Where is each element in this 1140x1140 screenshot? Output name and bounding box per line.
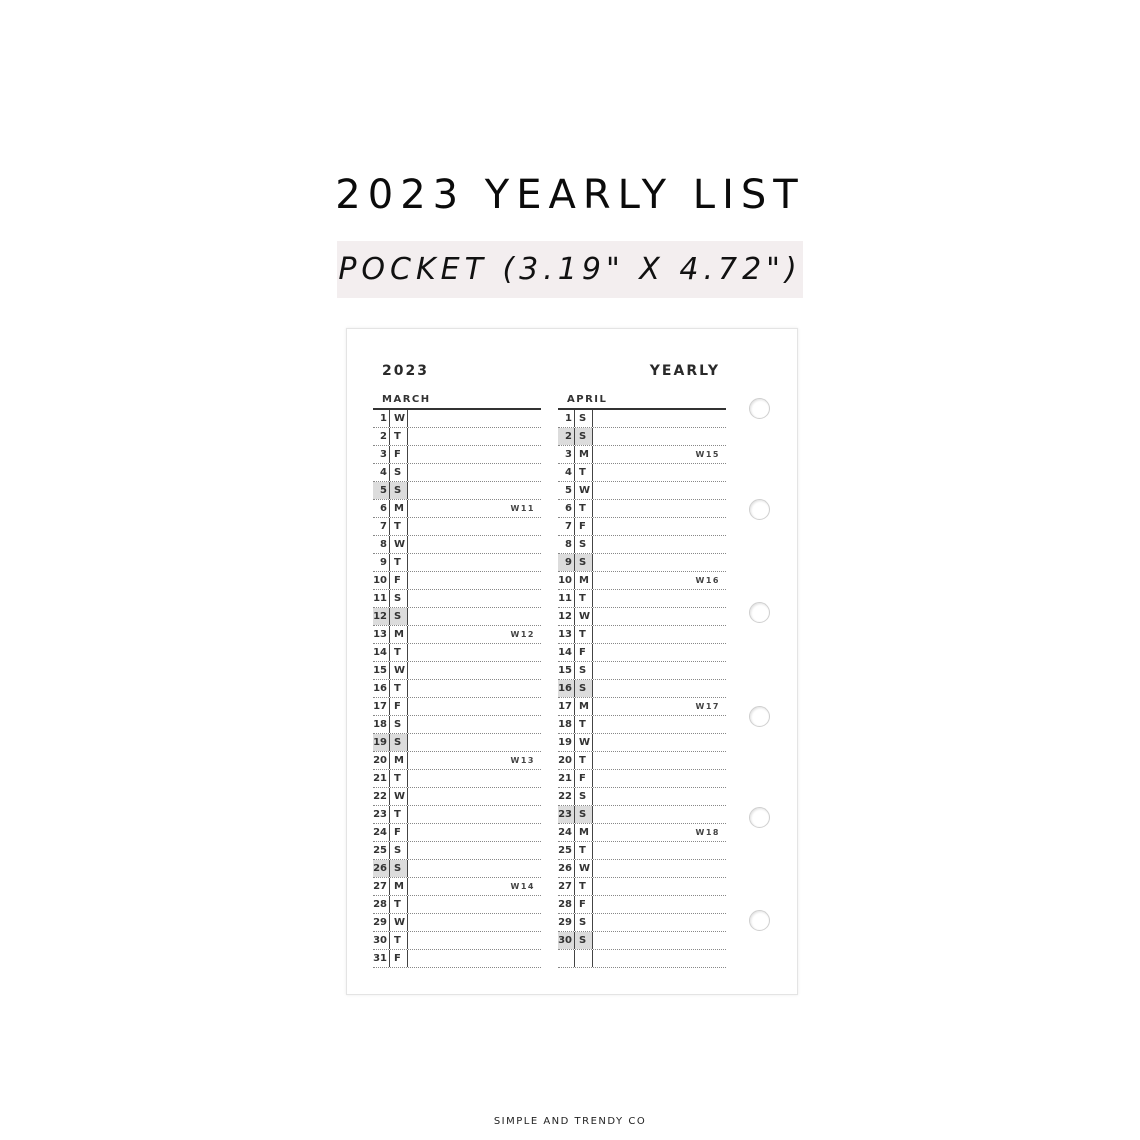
day-row	[373, 806, 541, 824]
day-number: 26	[558, 860, 575, 877]
day-row	[558, 914, 726, 932]
day-row	[558, 536, 726, 554]
day-number: 19	[558, 734, 575, 751]
day-number: 11	[373, 590, 390, 607]
day-row	[373, 878, 541, 896]
day-number: 17	[373, 698, 390, 715]
weekday-letter: T	[390, 518, 408, 535]
weekday-letter: T	[575, 716, 593, 733]
weekday-letter: T	[575, 590, 593, 607]
day-row	[373, 770, 541, 788]
weekday-letter: T	[575, 842, 593, 859]
day-number: 18	[558, 716, 575, 733]
day-number: 8	[558, 536, 575, 553]
day-row	[558, 464, 726, 482]
day-row	[558, 860, 726, 878]
planner-page	[346, 328, 798, 995]
day-number: 18	[373, 716, 390, 733]
day-number: 7	[558, 518, 575, 535]
day-number: 11	[558, 590, 575, 607]
weekday-letter: T	[390, 680, 408, 697]
day-number: 7	[373, 518, 390, 535]
day-number: 1	[373, 410, 390, 427]
weekday-letter: F	[390, 950, 408, 967]
month-name: MARCH	[373, 392, 541, 410]
weekday-letter: T	[575, 752, 593, 769]
week-number: W12	[510, 630, 535, 639]
week-number: W15	[695, 450, 720, 459]
planner-year: 2023	[382, 363, 429, 379]
day-number: 28	[373, 896, 390, 913]
day-row	[558, 428, 726, 446]
day-number: 24	[373, 824, 390, 841]
day-row	[558, 626, 726, 644]
week-number: W14	[510, 882, 535, 891]
weekday-letter: W	[390, 410, 408, 427]
day-number: 26	[373, 860, 390, 877]
weekday-letter: F	[575, 770, 593, 787]
month-column-april	[558, 392, 726, 968]
day-row	[373, 410, 541, 428]
weekday-letter: F	[575, 644, 593, 661]
binder-hole	[749, 706, 770, 727]
day-row	[373, 932, 541, 950]
day-row	[558, 572, 726, 590]
week-number: W17	[695, 702, 720, 711]
day-number: 6	[558, 500, 575, 517]
day-number: 3	[373, 446, 390, 463]
day-number: 31	[373, 950, 390, 967]
day-number: 5	[373, 482, 390, 499]
day-row	[558, 770, 726, 788]
day-number: 3	[558, 446, 575, 463]
weekday-letter: F	[390, 446, 408, 463]
day-row	[558, 518, 726, 536]
day-row	[373, 446, 541, 464]
planner-label: YEARLY	[649, 363, 720, 379]
day-row	[373, 536, 541, 554]
weekday-letter: T	[390, 554, 408, 571]
day-row	[558, 446, 726, 464]
weekday-letter: M	[575, 698, 593, 715]
brand-footer: SIMPLE AND TRENDY CO	[493, 1116, 647, 1127]
day-number: 5	[558, 482, 575, 499]
day-row	[373, 716, 541, 734]
day-row	[373, 680, 541, 698]
day-number: 23	[558, 806, 575, 823]
day-number: 25	[558, 842, 575, 859]
day-row	[373, 644, 541, 662]
week-number: W11	[510, 504, 535, 513]
weekday-letter: W	[390, 662, 408, 679]
day-number: 4	[558, 464, 575, 481]
day-number: 20	[558, 752, 575, 769]
day-row	[558, 680, 726, 698]
day-row	[373, 518, 541, 536]
day-number: 9	[373, 554, 390, 571]
day-number: 27	[373, 878, 390, 895]
day-row	[558, 752, 726, 770]
day-row	[558, 482, 726, 500]
day-row	[558, 950, 726, 968]
weekday-letter: M	[390, 626, 408, 643]
day-number: 8	[373, 536, 390, 553]
weekday-letter: S	[575, 536, 593, 553]
weekday-letter: S	[390, 842, 408, 859]
day-row	[373, 662, 541, 680]
weekday-letter: S	[575, 788, 593, 805]
day-row	[373, 590, 541, 608]
day-number: 17	[558, 698, 575, 715]
weekday-letter: S	[390, 608, 408, 625]
day-number: 10	[558, 572, 575, 589]
day-row	[558, 842, 726, 860]
weekday-letter: T	[390, 644, 408, 661]
day-number: 14	[558, 644, 575, 661]
day-number: 12	[373, 608, 390, 625]
day-number	[558, 950, 575, 967]
weekday-letter: W	[390, 536, 408, 553]
weekday-letter: W	[575, 482, 593, 499]
weekday-letter: W	[575, 734, 593, 751]
day-row	[373, 734, 541, 752]
weekday-letter: S	[575, 932, 593, 949]
week-number: W13	[510, 756, 535, 765]
day-number: 23	[373, 806, 390, 823]
day-row	[373, 572, 541, 590]
weekday-letter: T	[575, 626, 593, 643]
weekday-letter: W	[390, 788, 408, 805]
day-number: 30	[373, 932, 390, 949]
day-number: 1	[558, 410, 575, 427]
day-number: 9	[558, 554, 575, 571]
day-number: 15	[558, 662, 575, 679]
weekday-letter: M	[390, 752, 408, 769]
weekday-letter: T	[575, 878, 593, 895]
weekday-letter: S	[575, 680, 593, 697]
day-number: 10	[373, 572, 390, 589]
day-row	[373, 626, 541, 644]
weekday-letter: S	[575, 662, 593, 679]
day-number: 19	[373, 734, 390, 751]
month-name: APRIL	[558, 392, 726, 410]
day-row	[558, 554, 726, 572]
weekday-letter: W	[390, 914, 408, 931]
weekday-letter: S	[575, 428, 593, 445]
page-title: 2023 YEARLY LIST	[335, 172, 805, 218]
day-row	[558, 824, 726, 842]
day-number: 2	[558, 428, 575, 445]
day-row	[373, 950, 541, 968]
weekday-letter: F	[390, 698, 408, 715]
weekday-letter: F	[390, 572, 408, 589]
month-column-march	[373, 392, 541, 968]
weekday-letter: S	[575, 554, 593, 571]
weekday-letter: F	[575, 518, 593, 535]
weekday-letter: S	[575, 914, 593, 931]
day-number: 20	[373, 752, 390, 769]
day-row	[558, 788, 726, 806]
weekday-letter: S	[390, 464, 408, 481]
binder-hole	[749, 499, 770, 520]
day-row	[373, 608, 541, 626]
day-row	[558, 878, 726, 896]
day-number: 21	[558, 770, 575, 787]
day-number: 29	[373, 914, 390, 931]
weekday-letter: W	[575, 608, 593, 625]
day-number: 22	[558, 788, 575, 805]
weekday-letter: S	[390, 860, 408, 877]
weekday-letter: T	[390, 770, 408, 787]
binder-hole	[749, 398, 770, 419]
day-number: 21	[373, 770, 390, 787]
day-row	[373, 842, 541, 860]
day-number: 4	[373, 464, 390, 481]
day-row	[373, 788, 541, 806]
day-row	[373, 752, 541, 770]
weekday-letter: T	[575, 464, 593, 481]
week-number: W18	[695, 828, 720, 837]
day-number: 25	[373, 842, 390, 859]
binder-hole	[749, 910, 770, 931]
weekday-letter: S	[575, 410, 593, 427]
day-list	[558, 410, 726, 968]
day-number: 22	[373, 788, 390, 805]
day-row	[558, 932, 726, 950]
day-row	[558, 896, 726, 914]
binder-hole	[749, 807, 770, 828]
weekday-letter: S	[390, 590, 408, 607]
day-row	[558, 698, 726, 716]
weekday-letter	[575, 950, 593, 967]
day-row	[558, 500, 726, 518]
weekday-letter: F	[575, 896, 593, 913]
day-number: 15	[373, 662, 390, 679]
weekday-letter: T	[390, 428, 408, 445]
day-row	[373, 554, 541, 572]
day-row	[558, 410, 726, 428]
day-row	[558, 734, 726, 752]
day-number: 14	[373, 644, 390, 661]
weekday-letter: W	[575, 860, 593, 877]
binder-hole	[749, 602, 770, 623]
day-number: 6	[373, 500, 390, 517]
day-number: 2	[373, 428, 390, 445]
day-row	[558, 662, 726, 680]
day-row	[373, 914, 541, 932]
weekday-letter: S	[390, 734, 408, 751]
weekday-letter: M	[575, 446, 593, 463]
weekday-letter: S	[575, 806, 593, 823]
day-number: 30	[558, 932, 575, 949]
day-row	[373, 500, 541, 518]
day-row	[373, 896, 541, 914]
weekday-letter: M	[390, 878, 408, 895]
weekday-letter: M	[575, 824, 593, 841]
day-list	[373, 410, 541, 968]
day-number: 16	[373, 680, 390, 697]
day-row	[373, 482, 541, 500]
day-number: 28	[558, 896, 575, 913]
size-subtitle: POCKET (3.19" X 4.72")	[338, 252, 802, 287]
day-row	[558, 590, 726, 608]
day-number: 29	[558, 914, 575, 931]
day-row	[558, 608, 726, 626]
day-number: 13	[558, 626, 575, 643]
weekday-letter: M	[390, 500, 408, 517]
weekday-letter: T	[390, 932, 408, 949]
weekday-letter: M	[575, 572, 593, 589]
day-row	[373, 464, 541, 482]
day-number: 27	[558, 878, 575, 895]
day-row	[373, 860, 541, 878]
subtitle-band	[337, 241, 803, 298]
weekday-letter: F	[390, 824, 408, 841]
day-row	[558, 716, 726, 734]
day-row	[373, 824, 541, 842]
day-row	[558, 806, 726, 824]
weekday-letter: S	[390, 716, 408, 733]
day-row	[373, 428, 541, 446]
day-row	[373, 698, 541, 716]
weekday-letter: T	[575, 500, 593, 517]
day-number: 16	[558, 680, 575, 697]
weekday-letter: S	[390, 482, 408, 499]
day-number: 12	[558, 608, 575, 625]
day-number: 13	[373, 626, 390, 643]
week-number: W16	[695, 576, 720, 585]
weekday-letter: T	[390, 896, 408, 913]
day-row	[558, 644, 726, 662]
day-number: 24	[558, 824, 575, 841]
weekday-letter: T	[390, 806, 408, 823]
